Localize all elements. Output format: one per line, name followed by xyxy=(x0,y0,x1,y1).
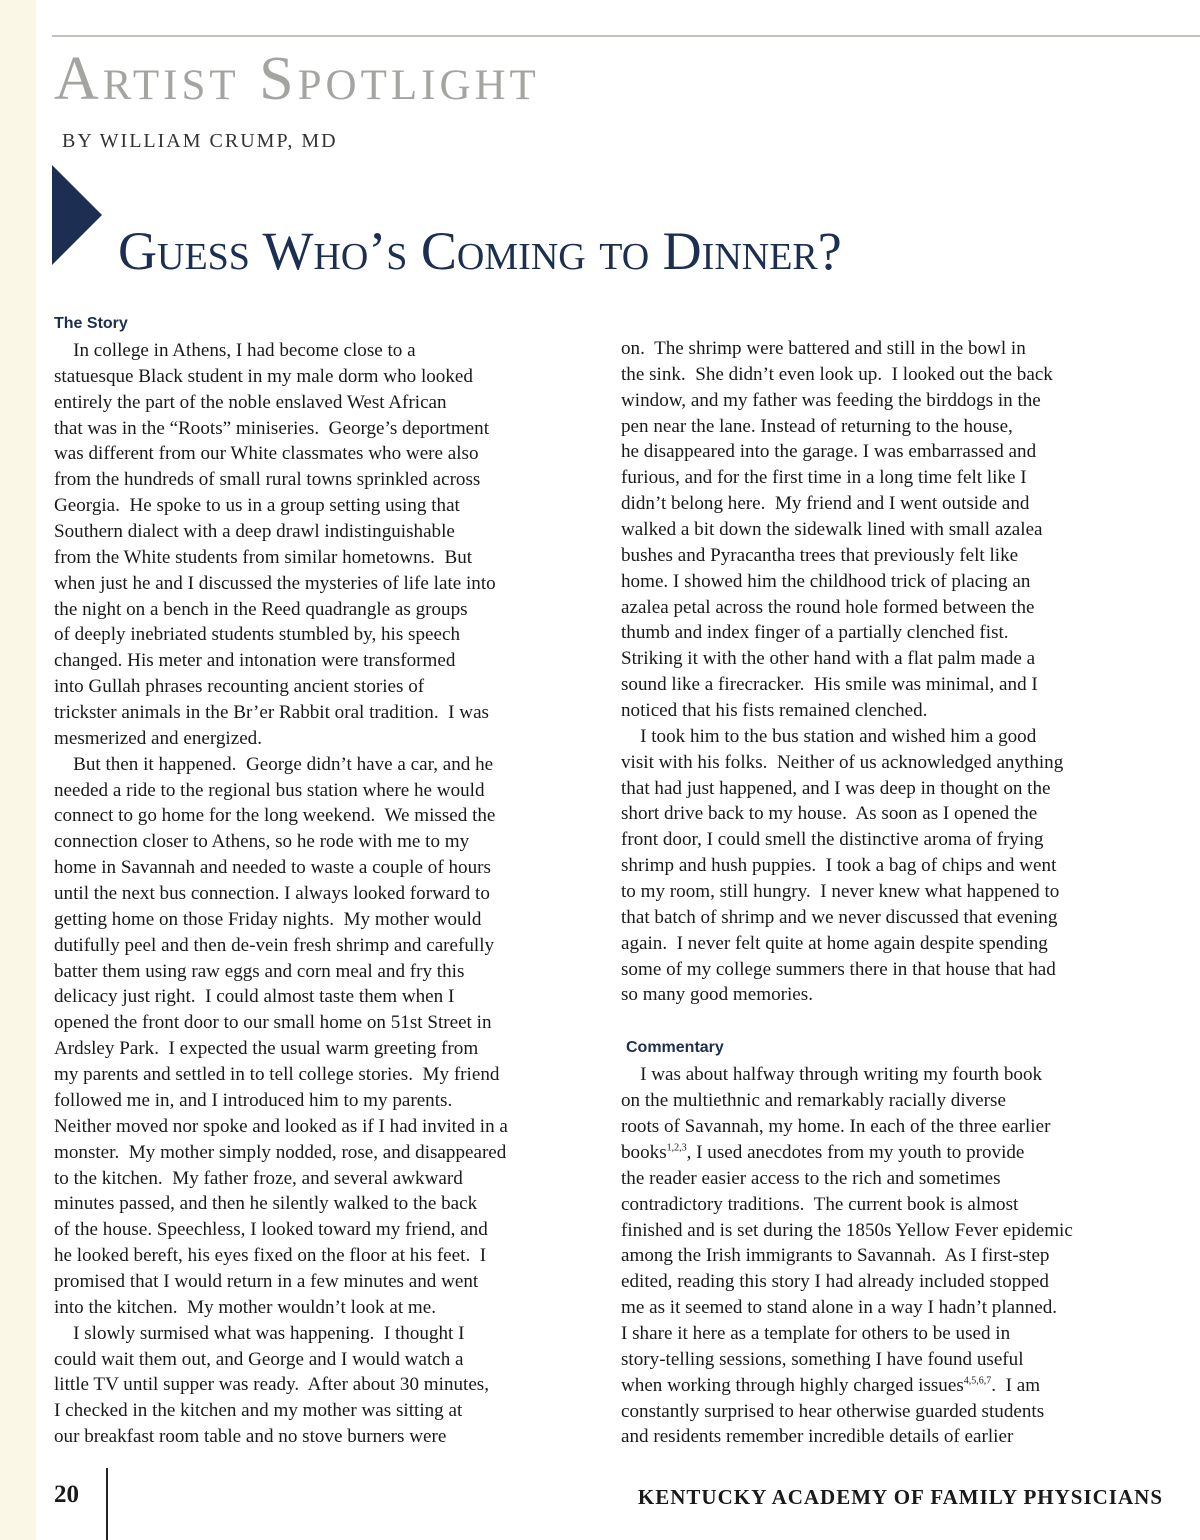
paragraph-line: the reader easier access to the rich and sometimes xyxy=(621,1167,1001,1189)
paragraph-line: books$^{1,2,3}$, I used anecdotes from my youth to provide xyxy=(621,1141,1025,1163)
paragraph-line: that had just happened, and I was deep in thought on the xyxy=(621,777,1051,799)
paragraph-line: edited, reading this story I had already included stopped xyxy=(621,1271,1049,1293)
publication-name: KENTUCKY ACADEMY OF FAMILY PHYSICIANS xyxy=(637,1485,1163,1509)
paragraph-line: to the kitchen. My father froze, and several awkward xyxy=(54,1167,463,1189)
paragraph-line: from the hundreds of small rural towns sprinkled across xyxy=(54,469,481,491)
paragraph-line: of the house. Speechless, I looked toward my friend, and xyxy=(54,1219,488,1241)
paragraph-line: among the Irish immigrants to Savannah. As I first-step xyxy=(621,1245,1050,1267)
paragraph-line: I checked in the kitchen and my mother was sitting at xyxy=(54,1400,463,1422)
paragraph-line: entirely the part of the noble enslaved West African xyxy=(54,391,447,413)
paragraph-line: delicacy just right. I could almost taste them when I xyxy=(54,986,455,1008)
paragraph-line: minutes passed, and then he silently walked to the back xyxy=(54,1193,478,1215)
paragraph-line: statuesque Black student in my male dorm who looked xyxy=(54,365,473,387)
paragraph-line: he disappeared into the garage. I was embarrassed and xyxy=(621,441,1037,463)
paragraph-line: I slowly surmised what was happening. I thought I xyxy=(54,1322,465,1344)
paragraph-line: walked a bit down the sidewalk lined with small azalea xyxy=(621,519,1043,541)
paragraph-line: into the kitchen. My mother wouldn’t look at me. xyxy=(54,1296,436,1318)
paragraph-line: roots of Savannah, my home. In each of the three earlier xyxy=(621,1116,1051,1138)
page-margin-strip xyxy=(0,0,36,1540)
footer-divider xyxy=(106,1468,108,1540)
paragraph-line: connect to go home for the long weekend. We missed the xyxy=(54,805,496,827)
paragraph-line: monster. My mother simply nodded, rose, and disappeared xyxy=(54,1141,507,1163)
paragraph-line: Ardsley Park. I expected the usual warm greeting from xyxy=(54,1038,479,1060)
paragraph-line: again. I never felt quite at home again despite spending xyxy=(621,932,1048,954)
paragraph-line: some of my college summers there in that house that had xyxy=(621,958,1056,980)
paragraph-line: when just he and I discussed the mysteries of life late into xyxy=(54,572,496,594)
right-column xyxy=(621,336,1181,1450)
paragraph-line: story-telling sessions, something I have found useful xyxy=(621,1348,1024,1370)
commentary-heading: Commentary xyxy=(626,1039,724,1057)
paragraph-line: dutifully peel and then de-vein fresh shrimp and carefully xyxy=(54,934,495,956)
paragraph-line: connection closer to Athens, so he rode with me to my xyxy=(54,831,470,853)
footnote-ref: 4,5,6,7 xyxy=(963,1375,992,1387)
paragraph-line: on the multiethnic and remarkably racially diverse xyxy=(621,1090,1006,1112)
byline: BY WILLIAM CRUMP, MD xyxy=(62,130,338,152)
paragraph-line: home. I showed him the childhood trick of placing an xyxy=(621,570,1031,592)
commentary-text xyxy=(621,1399,1181,1451)
paragraph-line: opened the front door to our small home on 51st Street in xyxy=(54,1012,492,1034)
article-headline: Guess Who’s Coming to Dinner? xyxy=(118,221,842,282)
paragraph-line: changed. His meter and intonation were transformed xyxy=(54,650,456,672)
paragraph-line: to my room, still hungry. I never knew what happened to xyxy=(621,881,1060,903)
paragraph-line: Striking it with the other hand with a flat palm made a xyxy=(621,648,1036,670)
paragraph-line: I share it here as a template for others to be used in xyxy=(621,1322,1011,1344)
paragraph-line: needed a ride to the regional bus station where he would xyxy=(54,779,485,801)
paragraph-line: short drive back to my house. As soon as I opened the xyxy=(621,803,1038,825)
triangle-arrow-icon xyxy=(52,165,102,265)
paragraph-line: that was in the “Roots” miniseries. George’s deportment xyxy=(54,417,489,439)
paragraph-line: our breakfast room table and no stove burners were xyxy=(54,1426,447,1448)
paragraph-line: noticed that his fists remained clenched. xyxy=(621,700,928,722)
paragraph-line: of deeply inebriated students stumbled by, his speech xyxy=(54,624,461,646)
paragraph-line: and residents remember incredible details of earlier xyxy=(621,1426,1014,1448)
commentary-text xyxy=(621,1062,1181,1140)
paragraph-line: promised that I would return in a few minutes and went xyxy=(54,1270,479,1292)
paragraph-line: thumb and index finger of a partially clenched fist. xyxy=(621,622,1009,644)
paragraph-line: Georgia. He spoke to us in a group setting using that xyxy=(54,495,460,517)
left-column xyxy=(54,310,610,1450)
paragraph-line: batter them using raw eggs and corn meal and fry this xyxy=(54,960,465,982)
paragraph-line: Neither moved nor spoke and looked as if I had invited in a xyxy=(54,1115,508,1137)
story-heading: The Story xyxy=(54,315,128,332)
paragraph-line: I was about halfway through writing my fourth book xyxy=(621,1064,1043,1086)
footnote-ref: 1,2,3 xyxy=(666,1142,687,1154)
paragraph-line: when working through highly charged issues$^{4,5,6,7}$. I am xyxy=(621,1374,1041,1396)
paragraph-line: little TV until supper was ready. After about 30 minutes, xyxy=(54,1374,490,1396)
page-number: 20 xyxy=(54,1481,79,1508)
paragraph-line: was different from our White classmates who were also xyxy=(54,443,479,465)
paragraph-line: the night on a bench in the Reed quadrangle as groups xyxy=(54,598,468,620)
paragraph-line: azalea petal across the round hole formed between the xyxy=(621,596,1035,618)
paragraph-line: from the White students from similar hometowns. But xyxy=(54,546,473,568)
paragraph-line: furious, and for the first time in a long time felt like I xyxy=(621,467,1027,489)
paragraph-line: In college in Athens, I had become close to a xyxy=(54,340,416,361)
paragraph-line: that batch of shrimp and we never discussed that evening xyxy=(621,906,1058,928)
paragraph-line: mesmerized and energized. xyxy=(54,727,262,749)
paragraph-line: visit with his folks. Neither of us acknowledged anything xyxy=(621,751,1064,773)
top-divider xyxy=(52,35,1200,37)
paragraph-line: my parents and settled in to tell college stories. My friend xyxy=(54,1064,500,1086)
paragraph-line: I took him to the bus station and wished him a good xyxy=(621,725,1037,747)
paragraph-line: front door, I could smell the distinctive aroma of frying xyxy=(621,829,1044,851)
paragraph-line: constantly surprised to hear otherwise guarded students xyxy=(621,1400,1045,1422)
paragraph-line: the sink. She didn’t even look up. I looked out the back xyxy=(621,363,1053,385)
paragraph-line: sound like a firecracker. His smile was minimal, and I xyxy=(621,674,1038,696)
paragraph-line: me as it seemed to stand alone in a way I hadn’t planned. xyxy=(621,1297,1058,1319)
paragraph-line: so many good memories. xyxy=(621,984,813,1006)
paragraph-line: he looked bereft, his eyes fixed on the floor at his feet. I xyxy=(54,1245,487,1267)
paragraph-line: home in Savannah and needed to waste a couple of hours xyxy=(54,857,491,879)
commentary-text xyxy=(621,1166,1181,1373)
paragraph-line: trickster animals in the Br’er Rabbit oral tradition. I was xyxy=(54,702,489,724)
paragraph-line: could wait them out, and George and I would watch a xyxy=(54,1348,464,1370)
paragraph-line: getting home on those Friday nights. My mother would xyxy=(54,908,482,930)
paragraph-line: followed me in, and I introduced him to my parents. xyxy=(54,1089,453,1111)
section-title: Artist Spotlight xyxy=(54,45,540,113)
paragraph-line: window, and my father was feeding the birddogs in the xyxy=(621,389,1041,411)
paragraph-line: didn’t belong here. My friend and I went outside and xyxy=(621,493,1030,515)
paragraph-line: contradictory traditions. The current book is almost xyxy=(621,1193,1019,1215)
paragraph-line: bushes and Pyracantha trees that previously felt like xyxy=(621,544,1019,566)
paragraph-line: But then it happened. George didn’t have a car, and he xyxy=(54,753,494,775)
paragraph-line: on. The shrimp were battered and still in the bowl in xyxy=(621,338,1026,359)
paragraph-line: pen near the lane. Instead of returning to the house, xyxy=(621,415,1013,437)
left-column-text xyxy=(54,338,610,1450)
paragraph-line: shrimp and hush puppies. I took a bag of chips and went xyxy=(621,855,1057,877)
right-column-text xyxy=(621,336,1181,1008)
paragraph-line: into Gullah phrases recounting ancient stories of xyxy=(54,676,425,698)
paragraph-line: Southern dialect with a deep drawl indistinguishable xyxy=(54,521,455,543)
paragraph-line: until the next bus connection. I always looked forward to xyxy=(54,883,490,905)
paragraph-line: finished and is set during the 1850s Yellow Fever epidemic xyxy=(621,1219,1073,1241)
